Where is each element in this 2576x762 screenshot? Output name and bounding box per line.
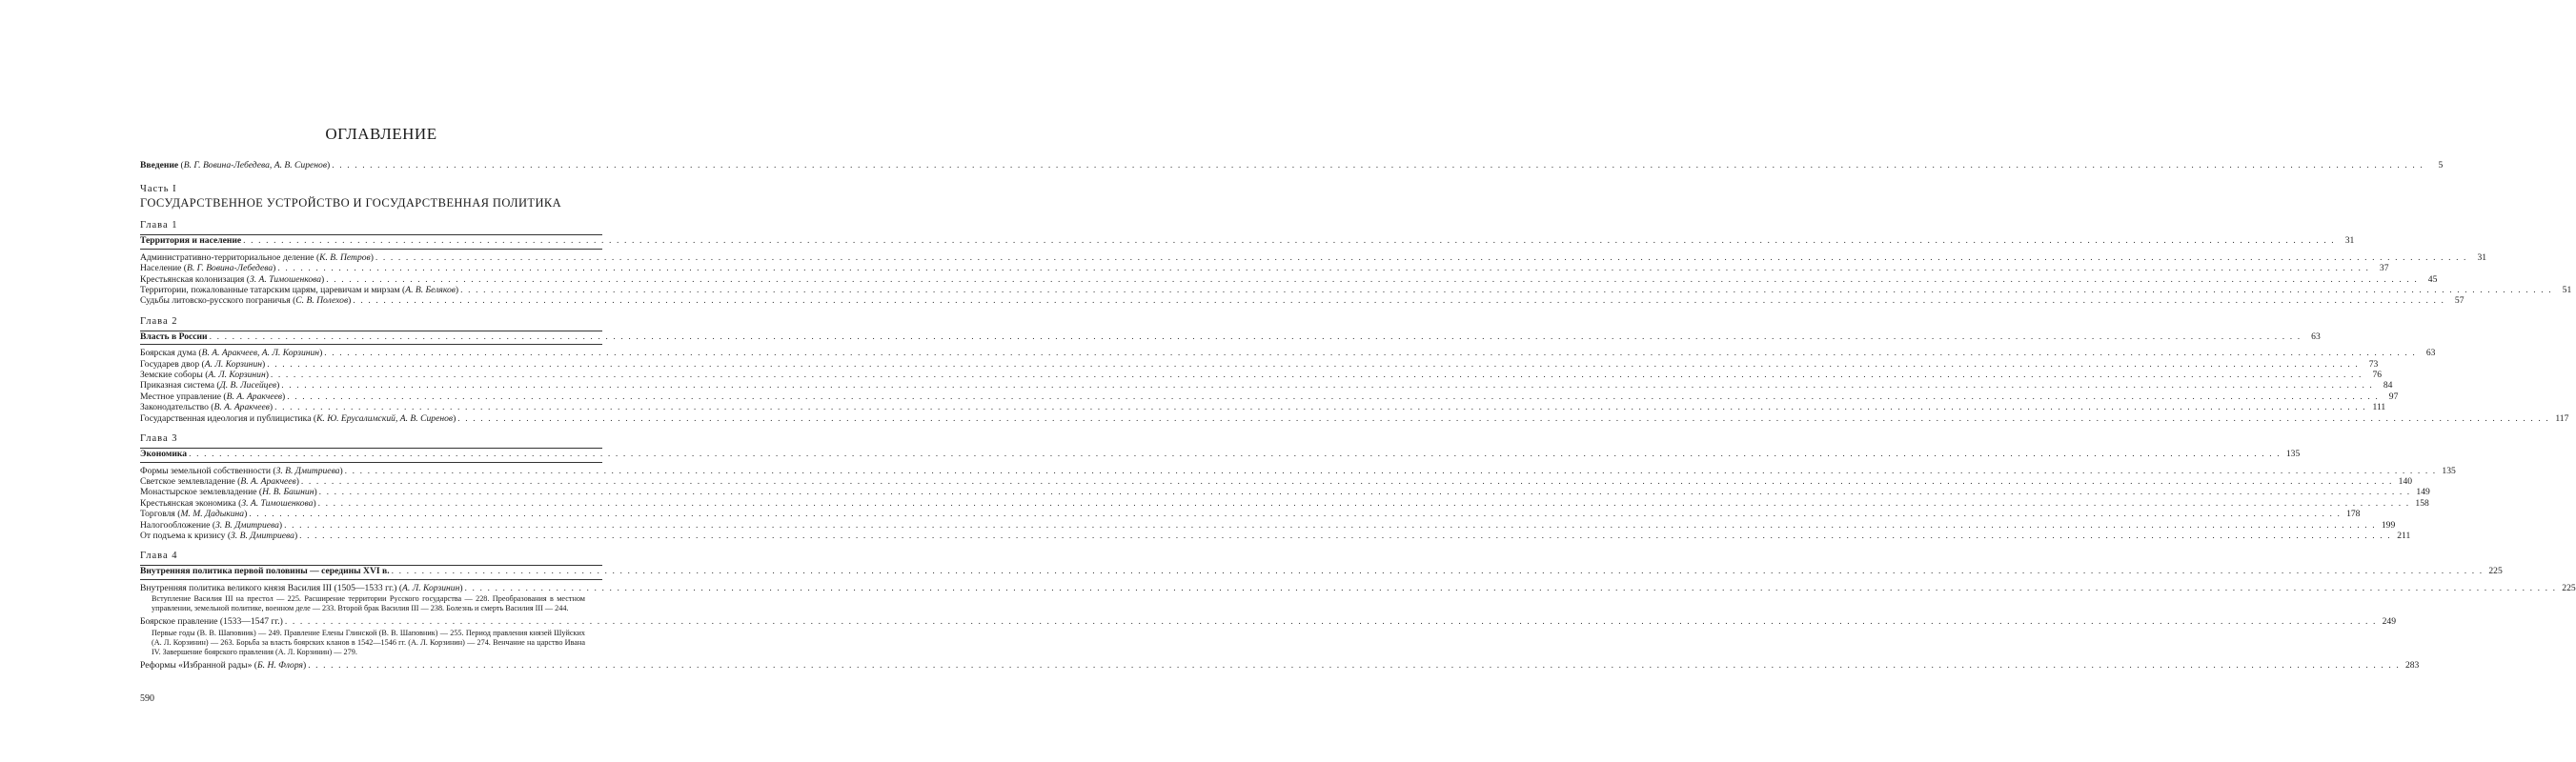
leader-dots <box>281 380 2373 391</box>
leader-dots <box>284 520 2376 531</box>
entry-page: 117 <box>2555 412 2569 424</box>
leader-dots <box>375 252 2467 263</box>
chapter-head-page: 31 <box>2344 235 2355 247</box>
leader-dots <box>271 370 2363 380</box>
entry-authors: З. В. Дмитриева <box>275 465 340 476</box>
entry-authors: З. А. Тимошенкова <box>241 497 314 509</box>
intro-page: 5 <box>2438 160 2444 170</box>
leader-dots <box>465 583 2557 593</box>
entry-title: Судьбы литовско-русского пограничья <box>140 295 291 307</box>
entry-title: Налогообложение <box>140 519 211 531</box>
leader-dots <box>243 235 2335 246</box>
entry-authors: М. М. Дадыкина <box>180 509 245 520</box>
leader-dots <box>332 160 2424 170</box>
leader-dots <box>324 348 2416 358</box>
chapter-label: Глава 4 <box>140 551 178 562</box>
toc-entry <box>140 616 2396 628</box>
toc-entry: Боярская дума (В. А. Аракчеев, А. Л. Корзинин) . . . 63 <box>140 348 602 358</box>
toc-entry: Светское землевладение (В. А. Аракчеев) . . . 140 <box>140 476 602 487</box>
entry-page: 31 <box>2477 251 2487 263</box>
entry-page: 149 <box>2416 487 2430 498</box>
chapter-head-title: Экономика <box>140 449 188 460</box>
entry-title: Государев двор <box>140 358 200 370</box>
chapter-head-title: Власть в России <box>140 331 208 342</box>
entry-page: 45 <box>2427 273 2438 285</box>
leader-dots <box>189 449 2281 459</box>
leader-dots <box>318 498 2410 509</box>
entry-authors: А. Л. Корзинин <box>402 582 460 593</box>
entry-page: 199 <box>2381 519 2396 531</box>
entry-details: Первые годы (В. В. Шаповник) — 249. Правление Елены Глинской (В. В. Шаповник) — 255. Период правления князей Шуйских (А. Л. Корзинин) — 263. Борьба за власть боярских кланов в 1542—1546 гг. (А. Л. Корзинин) — 274. Венчание на царство Ивана IV. Завершение боярского правления (А. Л. Корзинин) — 279. <box>152 628 585 656</box>
leader-dots <box>277 263 2369 273</box>
entry-title: Формы земельной собственности <box>140 465 271 476</box>
toc-entry: Крестьянская колонизация (З. А. Тимошенкова) . . . 45 <box>140 274 602 285</box>
entry-page: 135 <box>2442 465 2456 476</box>
entry-title: Светское землевладение <box>140 475 235 487</box>
toc-entry: Судьбы литовско-русского пограничья (С. В. Полехов) . . . 57 <box>140 295 602 306</box>
entry-title: Внутренняя политика великого князя Василия III (1505—1533 гг.) <box>140 582 397 593</box>
toc-entry: Внутренняя политика великого князя Василия III (1505—1533 гг.) (А. Л. Корзинин) . . . 225 <box>140 583 602 593</box>
chapter-head-title: Внутренняя политика первой половины — середины XVI в. <box>140 566 390 577</box>
leader-dots <box>249 509 2341 519</box>
entry-page: 84 <box>2383 380 2393 391</box>
toc-entry-intro: Введение (В. Г. Вовина-Лебедева, А. В. Сиренов) . . . 5 <box>140 160 602 170</box>
part-title: ГОСУДАРСТВЕННОЕ УСТРОЙСТВО И ГОСУДАРСТВЕННАЯ ПОЛИТИКА <box>140 196 562 211</box>
entry-title: Административно-территориальное деление <box>140 251 314 263</box>
entry-authors: А. В. Беляков <box>405 285 456 296</box>
chapter-head-entry <box>140 449 2301 462</box>
leader-dots <box>460 285 2552 295</box>
entry-title: Законодательство <box>140 402 209 413</box>
chapter-head-page: 63 <box>2311 331 2321 342</box>
entry-authors: Б. Н. Флоря <box>257 659 303 671</box>
leader-dots <box>210 331 2302 342</box>
toc-entry: Формы земельной собственности (З. В. Дмитриева) . . . 135 <box>140 466 602 476</box>
toc-entry: Монастырское землевладение (Н. В. Башнин) . . . 149 <box>140 487 602 497</box>
toc-entry: Крестьянская экономика (З. А. Тимошенкова) . . . 158 <box>140 498 602 509</box>
entry-title: Монастырское землевладение <box>140 487 257 498</box>
entry-authors: К. Ю. Ерусалимский, А. В. Сиренов <box>316 412 454 424</box>
intro-title: Введение <box>140 160 179 170</box>
toc-entry: Торговля (М. М. Дадыкина) . . . 178 <box>140 509 602 519</box>
entry-title: Государственная идеология и публицистика <box>140 412 312 424</box>
entry-authors: А. Л. Корзинин <box>208 370 266 381</box>
entry-page: 249 <box>2382 616 2396 628</box>
entry-page: 63 <box>2425 348 2436 359</box>
chapter-head-page: 135 <box>2285 449 2301 460</box>
entry-authors: А. Л. Корзинин <box>204 358 262 370</box>
leader-dots <box>353 295 2444 306</box>
entry-authors: Н. В. Башнин <box>262 487 314 498</box>
entry-title: Приказная система <box>140 380 214 391</box>
toc-content <box>140 160 2576 671</box>
entry-authors: В. А. Аракчеев <box>226 391 283 402</box>
toc-entry: Налогообложение (З. В. Дмитриева) . . . 199 <box>140 520 602 531</box>
entry-page: 73 <box>2368 358 2379 370</box>
chapters-list <box>140 220 2576 671</box>
page-title: ОГЛАВЛЕНИЕ <box>325 125 437 143</box>
entry-authors: К. В. Петров <box>319 251 371 263</box>
toc-entry: Реформы «Избранной рады» (Б. Н. Флоря) . . . 283 <box>140 660 602 671</box>
entry-authors: В. А. Аракчеев <box>240 475 296 487</box>
toc-entry: Приказная система (Д. В. Лисейцев) . . . 84 <box>140 380 602 391</box>
entry-page: 111 <box>2372 402 2386 413</box>
toc-entry: Государственная идеология и публицистика (К. Ю. Ерусалимский, А. В. Сиренов) . . . 117 <box>140 413 602 424</box>
entry-details: Вступление Василия III на престол — 225. Расширение территории Русского государства — 228. Преобразования в местном управлении, земельной политике, военном деле — 233. Второй брак Василия III — 238. Болезнь и смерть Василия III — 244. <box>152 594 585 613</box>
entry-title: Местное управление <box>140 391 222 402</box>
entry-page: 158 <box>2415 497 2429 509</box>
entry-page: 76 <box>2372 370 2383 381</box>
entry-title: Крестьянская колонизация <box>140 273 245 285</box>
entry-page: 37 <box>2379 263 2389 274</box>
toc-entry: Административно-территориальное деление (К. В. Петров) . . . 31 <box>140 252 602 263</box>
toc-entry: Государев двор (А. Л. Корзинин) . . . 73 <box>140 359 602 370</box>
entry-title: Земские соборы <box>140 370 203 381</box>
leader-dots <box>457 413 2549 424</box>
leader-dots <box>345 466 2437 476</box>
entry-page: 178 <box>2346 509 2361 520</box>
entry-page: 283 <box>2404 659 2420 671</box>
entry-title: Торговля <box>140 509 175 520</box>
chapter-head-page: 225 <box>2488 566 2503 577</box>
chapter-label: Глава 2 <box>140 315 178 327</box>
leader-dots <box>285 616 2377 627</box>
page-number: 590 <box>140 693 154 704</box>
entry-page: 57 <box>2454 295 2464 307</box>
entry-authors: В. А. Аракчеев <box>213 402 270 413</box>
entry-page: 97 <box>2388 391 2399 402</box>
entry-title: Реформы «Избранной рады» <box>140 659 253 671</box>
entry-title: Крестьянская экономика <box>140 497 236 509</box>
entry-title: Боярская дума <box>140 348 196 359</box>
entry-authors: В. Г. Вовина-Лебедева <box>187 263 274 274</box>
entry-authors: З. А. Тимошенкова <box>249 273 322 285</box>
leader-dots <box>267 359 2359 370</box>
entry-page: 211 <box>2397 530 2411 541</box>
entry-authors: З. В. Дмитриева <box>215 519 279 531</box>
entry-page: 51 <box>2562 285 2572 296</box>
intro-authors: В. Г. Вовина-Лебедева, А. В. Сиренов <box>183 160 327 170</box>
toc-entry: Местное управление (В. А. Аракчеев) . . . 97 <box>140 391 602 402</box>
entry-title: Боярское правление (1533—1547 гг.) <box>140 616 283 628</box>
leader-dots <box>308 660 2400 671</box>
entry-authors: В. А. Аракчеев, А. Л. Корзинин <box>201 348 320 359</box>
part-label: Часть I <box>140 184 177 195</box>
entry-authors: Д. В. Лисейцев <box>219 380 277 391</box>
leader-dots <box>326 274 2418 285</box>
leader-dots <box>392 566 2484 576</box>
chapter-head-title: Территория и население <box>140 235 242 247</box>
toc-entry: От подъема к кризису (З. В. Дмитриева) . . . 211 <box>140 531 602 541</box>
leader-dots <box>299 531 2391 541</box>
toc-entry: Законодательство (В. А. Аракчеев) . . . 111 <box>140 402 602 412</box>
entry-title: От подъема к кризису <box>140 530 226 541</box>
chapter-label: Глава 1 <box>140 220 178 231</box>
toc-entry: Население (В. Г. Вовина-Лебедева) . . . 37 <box>140 263 602 273</box>
leader-dots <box>274 402 2366 412</box>
chapter-head-entry <box>140 235 2355 249</box>
entry-authors: З. В. Дмитриева <box>231 530 294 541</box>
leader-dots <box>319 487 2411 497</box>
entry-title: Территории, пожалованные татарским царям, царевичам и мирзам <box>140 285 400 296</box>
leader-dots <box>287 391 2379 402</box>
chapter-label: Глава 3 <box>140 433 178 445</box>
entry-authors: С. В. Полехов <box>295 295 349 307</box>
entry-title: Население <box>140 263 182 274</box>
chapter-head-entry <box>140 331 2321 345</box>
entry-page: 140 <box>2398 475 2413 487</box>
chapter-head-entry <box>140 566 2503 579</box>
entry-page: 225 <box>2562 582 2576 593</box>
leader-dots <box>301 476 2393 487</box>
toc-entry: Земские соборы (А. Л. Корзинин) . . . 76 <box>140 370 602 380</box>
toc-entry: Территории, пожалованные татарским царям, царевичам и мирзам (А. В. Беляков) . . . 51 <box>140 285 602 295</box>
